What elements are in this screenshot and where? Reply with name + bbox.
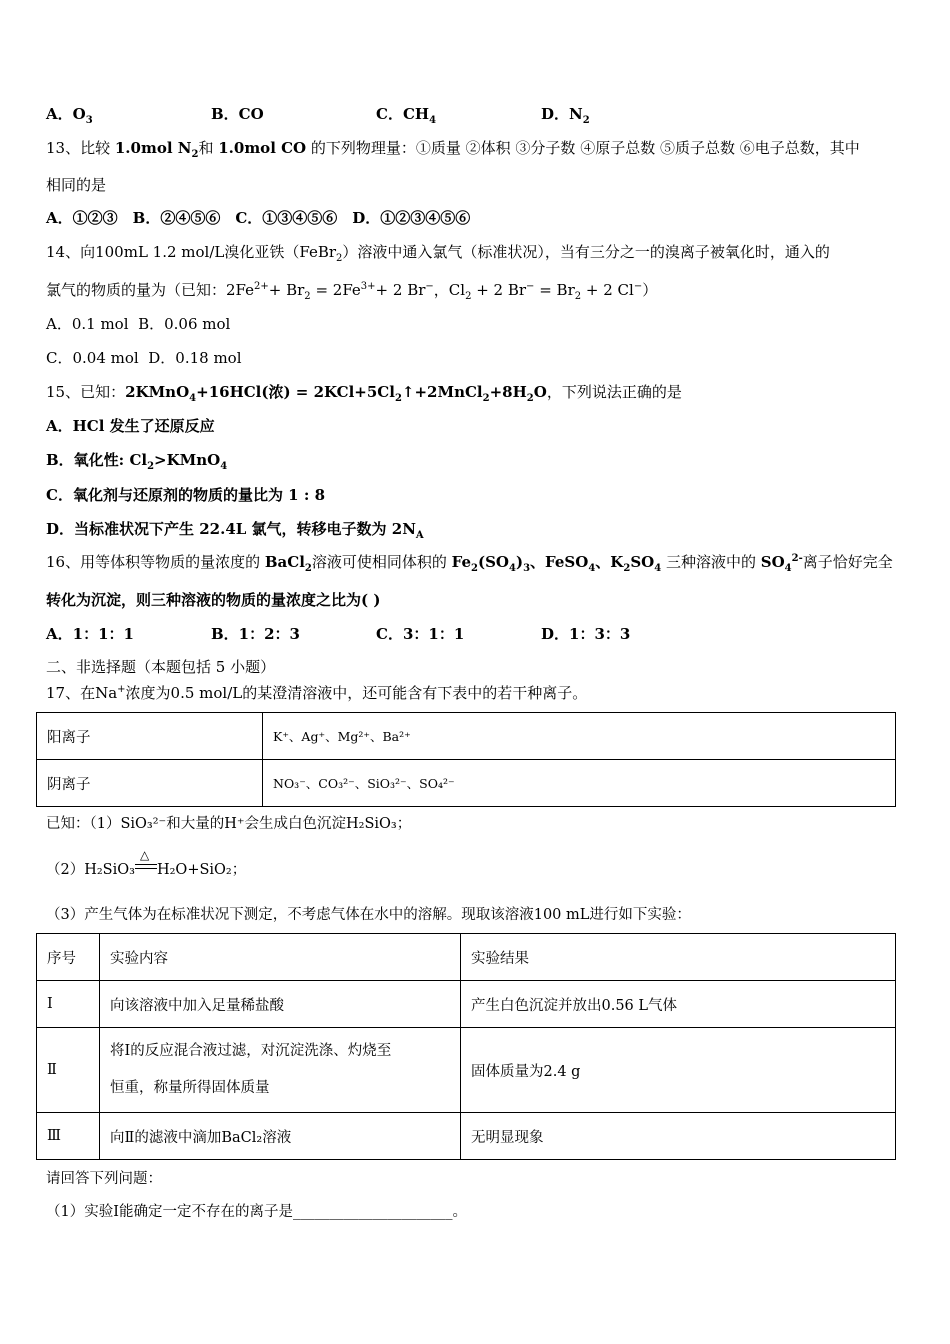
q16-stem-line1: 16、用等体积等物质的量浓度的 BaCl$_2$溶液可使相同体积的 $Fe_2(SO_4)_3$、FeSO$_4$、$K_2SO_4$ 三种溶液中的 $SO_4^{2-}$离子恰好完全 bbox=[46, 553, 893, 574]
exp-row-no: Ⅱ bbox=[37, 1028, 100, 1113]
q14-options-ab bbox=[46, 313, 230, 334]
q16-option-d[interactable]: D．1：3：3 bbox=[541, 625, 631, 643]
q14-option-b[interactable]: B．0.06 mol bbox=[138, 315, 231, 333]
ion-cation-value: K⁺、Ag⁺、Mg²⁺、Ba²⁺ bbox=[263, 713, 896, 760]
q15-option-b[interactable]: B．氧化性: $Cl_2>KMnO_4$ bbox=[46, 451, 228, 472]
q16-option-b[interactable]: B．1：2：3 bbox=[211, 625, 300, 643]
q12-option-c[interactable]: C．$CH_4$ bbox=[376, 105, 437, 126]
q14-option-c[interactable]: C．0.04 mol bbox=[46, 349, 139, 367]
exp-header-no: 序号 bbox=[37, 934, 100, 981]
exp-header-result: 实验结果 bbox=[461, 934, 896, 981]
q15-option-a[interactable]: A．HCl 发生了还原反应 bbox=[46, 417, 215, 435]
q17-known-1: 已知：（1）SiO₃²⁻和大量的H⁺会生成白色沉淀H₂SiO₃； bbox=[46, 816, 412, 832]
q13-stem-line1: 13、比较 1.0mol $N_2$和 1.0mol CO 的下列物理量：①质量 ②体积 ③分子数 ④原子总数 ⑤质子总数 ⑥电子总数，其中 bbox=[46, 139, 860, 160]
q16-options bbox=[46, 623, 630, 644]
q15-stem: 15、已知：2KMnO$_4$+16HCl(浓) = $2KCl+5Cl_2↑+2MnCl_2+8H_2O$，下列说法正确的是 bbox=[46, 383, 682, 404]
ion-cation-label: 阳离子 bbox=[37, 713, 263, 760]
q15-option-d[interactable]: D．当标准状况下产生 22.4L 氯气，转移电子数为 $2N_A$ bbox=[46, 520, 424, 541]
q17-known-2: （2）H₂SiO₃ △ H₂O+SiO₂； bbox=[46, 848, 247, 878]
exp-row-content: 将Ⅰ的反应混合液过滤，对沉淀洗涤、灼烧至 恒重，称量所得固体质量 bbox=[100, 1028, 461, 1113]
table-row bbox=[37, 981, 896, 1028]
table-row bbox=[37, 1028, 896, 1113]
q13-stem-line2: 相同的是 bbox=[46, 176, 107, 194]
heat-arrow-icon: △ bbox=[135, 862, 157, 876]
exp-row-result: 无明显现象 bbox=[461, 1113, 896, 1160]
q13-options[interactable]: A．①②③ B．②④⑤⑥ C．①③④⑤⑥ D．①②③④⑤⑥ bbox=[46, 209, 471, 227]
q15-option-c[interactable]: C．氧化剂与还原剂的物质的量比为 1 : 8 bbox=[46, 486, 326, 504]
q16-option-c[interactable]: C．3：1：1 bbox=[376, 625, 465, 643]
exp-row-result: 固体质量为2.4 g bbox=[461, 1028, 896, 1113]
exp-row-content: 向Ⅱ的滤液中滴加BaCl₂溶液 bbox=[100, 1113, 461, 1160]
ion-anion-label: 阴离子 bbox=[37, 760, 263, 807]
ion-anion-value: NO₃⁻、CO₃²⁻、SiO₃²⁻、SO₄²⁻ bbox=[263, 760, 896, 807]
exp-row-content: 向该溶液中加入足量稀盐酸 bbox=[100, 981, 461, 1028]
q17-subquestion-1[interactable]: （1）实验Ⅰ能确定一定不存在的离子是______________________。 bbox=[46, 1204, 467, 1220]
q17-known-3: （3）产生气体为在标准状况下测定，不考虑气体在水中的溶解。现取该溶液100 mL进行如下实验： bbox=[46, 907, 691, 923]
table-row bbox=[37, 1113, 896, 1160]
q17-prompt: 请回答下列问题： bbox=[46, 1171, 162, 1187]
q12-option-b[interactable]: B．CO bbox=[211, 105, 264, 123]
q14-options-cd bbox=[46, 347, 242, 368]
exp-row-result: 产生白色沉淀并放出0.56 L气体 bbox=[461, 981, 896, 1028]
q12-options bbox=[46, 103, 590, 124]
q16-stem-line2: 转化为沉淀，则三种溶液的物质的量浓度之比为( ) bbox=[46, 591, 381, 609]
q12-option-a[interactable]: A．$O_3$ bbox=[46, 105, 93, 126]
exp-header-content: 实验内容 bbox=[100, 934, 461, 981]
q16-option-a[interactable]: A．1：1：1 bbox=[46, 625, 134, 643]
exp-row-no: Ⅰ bbox=[37, 981, 100, 1028]
q14-stem-line2: 氯气的物质的量为（已知：$2Fe^{2+}+ Br_2 = 2Fe^{3+}+ 2$ Br−，$Cl_2 + 2$ $Br^- = Br_2 + 2$ Cl−） bbox=[46, 281, 658, 302]
experiment-table bbox=[36, 933, 896, 1160]
exp-row-no: Ⅲ bbox=[37, 1113, 100, 1160]
q14-option-d[interactable]: D．0.18 mol bbox=[148, 349, 242, 367]
q12-option-d[interactable]: D．$N_2$ bbox=[541, 105, 590, 126]
q14-option-a[interactable]: A．0.1 mol bbox=[46, 315, 129, 333]
q17-intro: 17、在Na+浓度为0.5 mol/L的某澄清溶液中，还可能含有下表中的若干种离子。 bbox=[46, 684, 588, 702]
ion-table bbox=[36, 712, 896, 807]
q14-stem-line1: 14、向100mL 1.2 mol/L溴化亚铁（FeBr$_2$）溶液中通入氯气（标准状况），当有三分之一的溴离子被氧化时，通入的 bbox=[46, 243, 830, 264]
section-heading: 二、非选择题（本题包括 5 小题） bbox=[46, 658, 276, 676]
